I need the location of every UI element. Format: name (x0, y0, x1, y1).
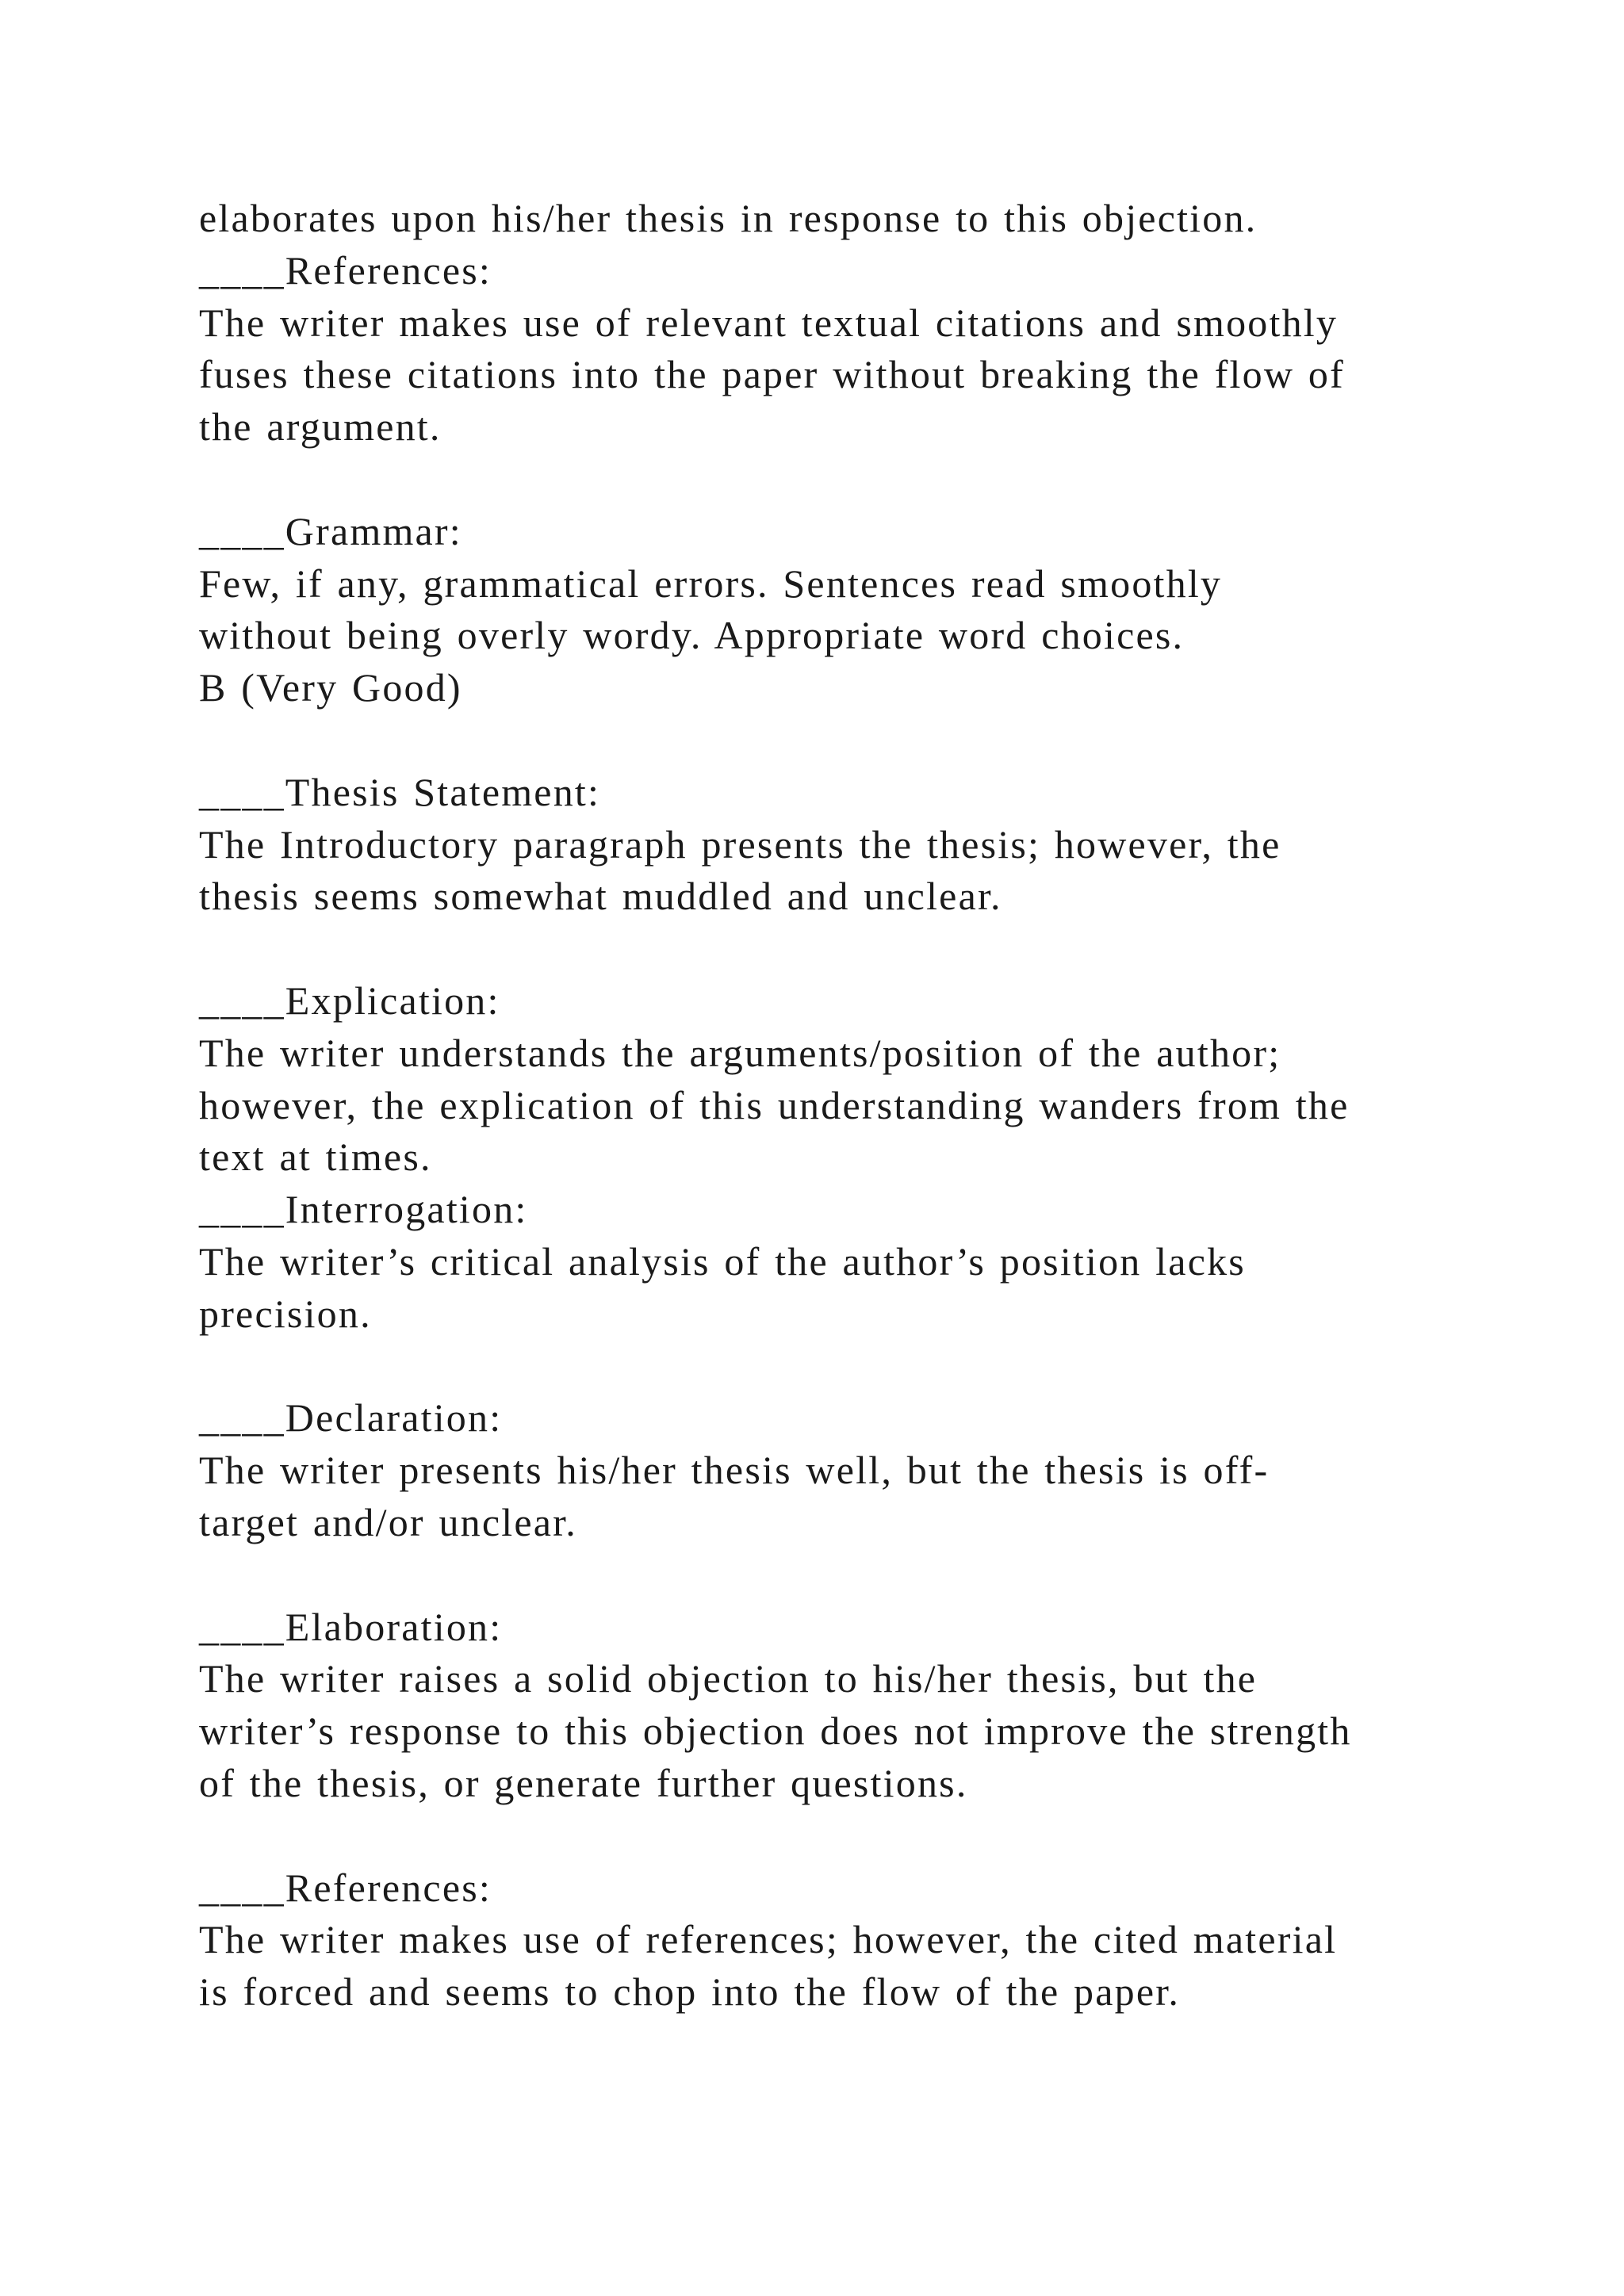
body-line: Few, if any, grammatical errors. Sentences read smoothly (199, 561, 1223, 606)
criterion-heading-declaration: ____Declaration: (199, 1395, 503, 1441)
body-line: fuses these citations into the paper without breaking the flow of (199, 352, 1345, 397)
body-line: of the thesis, or generate further questions. (199, 1760, 968, 1805)
criterion-heading-interrogation: ____Interrogation: (199, 1187, 528, 1232)
body-line: writer’s response to this objection does not improve the strength (199, 1709, 1352, 1754)
body-line: thesis seems somewhat muddled and unclear. (199, 874, 1002, 919)
blank-line (199, 453, 1484, 506)
body-line: The writer’s critical analysis of the author’s position lacks (199, 1238, 1246, 1284)
blank-line (199, 1341, 1484, 1393)
body-line: elaborates upon his/her thesis in response to this objection. (199, 196, 1258, 240)
body-line: is forced and seems to chop into the flow of the paper. (199, 1969, 1181, 2015)
criterion-heading-grammar: ____Grammar: (199, 508, 462, 553)
body-line: The writer understands the arguments/position of the author; (199, 1030, 1281, 1075)
blank-line (199, 1549, 1484, 1601)
grade-heading: B (Very Good) (199, 665, 462, 710)
body-line: the argument. (199, 404, 442, 450)
body-line: The writer makes use of references; however, the cited material (199, 1917, 1338, 1962)
criterion-heading-thesis-statement: ____Thesis Statement: (199, 769, 601, 814)
body-line: precision. (199, 1291, 372, 1336)
body-line: however, the explication of this understanding wanders from the (199, 1082, 1350, 1127)
body-line: The writer presents his/her thesis well, but the thesis is off- (199, 1448, 1270, 1493)
criterion-heading-references: ____References: (199, 1865, 492, 1910)
blank-line (199, 923, 1484, 975)
body-line: without being overly wordy. Appropriate word choices. (199, 613, 1185, 658)
criterion-heading-explication: ____Explication: (199, 978, 500, 1023)
document-body (199, 193, 1484, 2019)
body-line: The writer raises a solid objection to his/her thesis, but the (199, 1656, 1258, 1701)
body-line: text at times. (199, 1135, 432, 1180)
blank-line (199, 1810, 1484, 1862)
criterion-heading-references: ____References: (199, 247, 492, 293)
criterion-heading-elaboration: ____Elaboration: (199, 1604, 503, 1649)
body-line: The Introductory paragraph presents the thesis; however, the (199, 821, 1281, 867)
body-line: The writer makes use of relevant textual citations and smoothly (199, 300, 1339, 345)
body-line: target and/or unclear. (199, 1499, 577, 1544)
blank-line (199, 714, 1484, 767)
